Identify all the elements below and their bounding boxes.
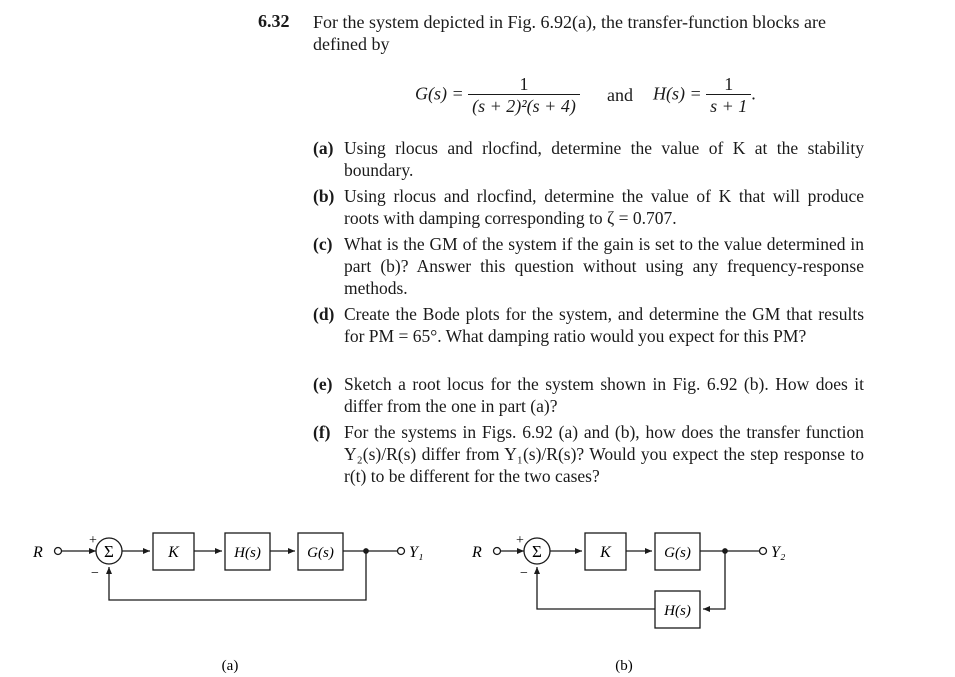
g-numerator: 1 <box>468 74 580 95</box>
caption-a: (a) <box>221 658 239 674</box>
output-label-b: Y₂ <box>771 544 786 561</box>
part-text: Sketch a root locus for the system shown in Fig. 6.92 (b). How does it differ from the one in part (a)? <box>344 374 864 416</box>
h-numerator: 1 <box>706 74 751 95</box>
part-label: (d) <box>313 304 335 324</box>
minus-sign-b: − <box>520 566 528 581</box>
block-k-label-a: K <box>168 544 179 561</box>
feedback-path-b <box>537 567 655 609</box>
part-label: (f) <box>313 422 331 442</box>
wire-output-to-h-b <box>703 551 725 609</box>
and-word: and <box>607 85 633 105</box>
output-node-a <box>398 548 405 555</box>
minus-sign-a: − <box>91 566 99 581</box>
input-label-a: R <box>33 544 43 561</box>
problem-intro: For the system depicted in Fig. 6.92(a), the transfer-function blocks are defined by <box>313 12 826 54</box>
output-node-b <box>760 548 767 555</box>
sigma-symbol-b: Σ <box>532 542 542 561</box>
part-label: (e) <box>313 374 333 394</box>
h-lhs: H(s) = <box>653 83 702 104</box>
g-lhs: G(s) = <box>415 83 464 104</box>
part-label: (c) <box>313 234 333 254</box>
plus-sign-b: + <box>516 533 524 548</box>
g-denominator: (s + 2)²(s + 4) <box>472 96 576 116</box>
input-label-b: R <box>472 544 482 561</box>
h-denominator: s + 1 <box>710 96 748 116</box>
part-text: Using rlocus and rlocfind, determine the value of K that will produce roots with damping corresponding to ζ = 0.707. <box>344 186 864 228</box>
part-text: Create the Bode plots for the system, and determine the GM that results for PM = 65°. What damping ratio would you expect for this PM? <box>344 304 864 346</box>
part-label: (a) <box>313 138 334 158</box>
plus-sign-a: + <box>89 533 97 548</box>
caption-b: (b) <box>615 658 633 674</box>
block-g-label-b: G(s) <box>664 545 691 561</box>
block-k-label-b: K <box>600 544 611 561</box>
sigma-symbol-a: Σ <box>104 542 114 561</box>
block-g-label-a: G(s) <box>307 545 334 561</box>
output-label-a: Y₁ <box>409 544 424 561</box>
problem-number: 6.32 <box>258 11 290 31</box>
block-h-label-a: H(s) <box>234 545 261 561</box>
part-text: Using rlocus and rlocfind, determine the value of K at the stability boundary. <box>344 138 864 180</box>
block-h-label-b: H(s) <box>664 603 691 619</box>
part-text: What is the GM of the system if the gain is set to the value determined in part (b)? Answer this question without using any frequency-response methods. <box>344 234 864 298</box>
part-label: (b) <box>313 186 335 206</box>
input-node-a <box>55 548 62 555</box>
input-node-b <box>494 548 501 555</box>
part-text: For the systems in Figs. 6.92 (a) and (b), how does the transfer function Y₂(s)/R(s) differ from Y₁(s)/R(s)? Would you expect the step response to r(t) to be different for the two cases? <box>344 422 864 486</box>
equation-period: . <box>751 83 756 104</box>
